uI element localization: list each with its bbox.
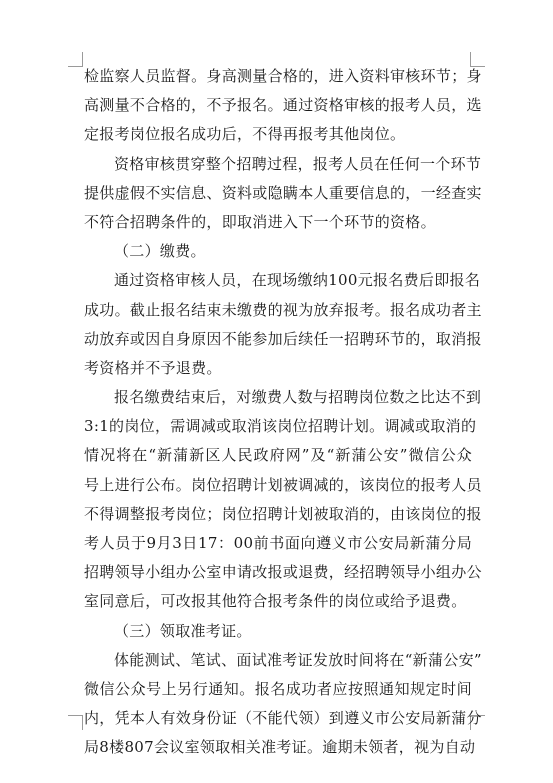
text-line: 微信公众号上另行通知。报名成功者应按照通知规定时间 xyxy=(84,679,472,698)
section-heading: （二）缴费。 xyxy=(114,242,206,261)
text-line: 情况将在“新蒲新区人民政府网”及“新蒲公安”微信公众 xyxy=(84,446,472,465)
text-line: 提供虚假不实信息、资料或隐瞒本人重要信息的，一经查实 xyxy=(84,183,482,202)
text-line: 考人员于9月3日17：00前书面向遵义市公安局新蒲分局 xyxy=(84,534,472,552)
text-line: 不符合招聘条件的，即取消进入下一个环节的资格。 xyxy=(84,212,436,231)
text-line: 资格审核贯穿整个招聘过程，报考人员在任何一个环节 xyxy=(114,154,482,173)
text-line: 检监察人员监督。身高测量合格的，进入资料审核环节；身 xyxy=(84,67,482,85)
text-line: 内，凭本人有效身份证（不能代领）到遵义市公安局新蒲分 xyxy=(84,709,482,728)
text-line: 体能测试、笔试、面试准考证发放时间将在“新蒲公安” xyxy=(114,650,482,669)
text-line: 高测量不合格的，不予报名。通过资格审核的报考人员，选 xyxy=(84,96,482,115)
text-line: 考资格并不予退费。 xyxy=(84,358,222,377)
crop-mark-bottom-left xyxy=(68,715,83,730)
text-line: 不得调整报考岗位；岗位招聘计划被取消的，由该岗位的报 xyxy=(84,504,482,523)
text-line: 号上进行公布。岗位招聘计划被调减的，该岗位的报考人员 xyxy=(84,475,482,494)
text-line: 成功。截止报名结束未缴费的视为放弃报考。报名成功者主 xyxy=(84,300,482,319)
text-line: 定报考岗位报名成功后，不得再报考其他岗位。 xyxy=(84,125,406,144)
text-line: 室同意后，可改报其他符合报考条件的岗位或给予退费。 xyxy=(84,592,467,611)
document-body xyxy=(84,62,482,763)
text-line: 动放弃或因自身原因不能参加后续任一招聘环节的，取消报 xyxy=(84,329,482,348)
text-line: 招聘领导小组办公室申请改报或退费，经招聘领导小组办公 xyxy=(84,563,482,582)
crop-mark-top-right xyxy=(470,52,485,67)
text-line: 3:1的岗位，需调减或取消该岗位招聘计划。调减或取消的 xyxy=(84,417,477,436)
text-line: 局8楼807会议室领取相关准考证。逾期未领者，视为自动 xyxy=(84,738,476,757)
text-line: 通过资格审核人员，在现场缴纳100元报名费后即报名 xyxy=(114,271,481,290)
crop-mark-top-left xyxy=(68,52,83,67)
section-heading: （三）领取准考证。 xyxy=(114,621,252,640)
text-line: 报名缴费结束后，对缴费人数与招聘岗位数之比达不到 xyxy=(114,388,482,407)
